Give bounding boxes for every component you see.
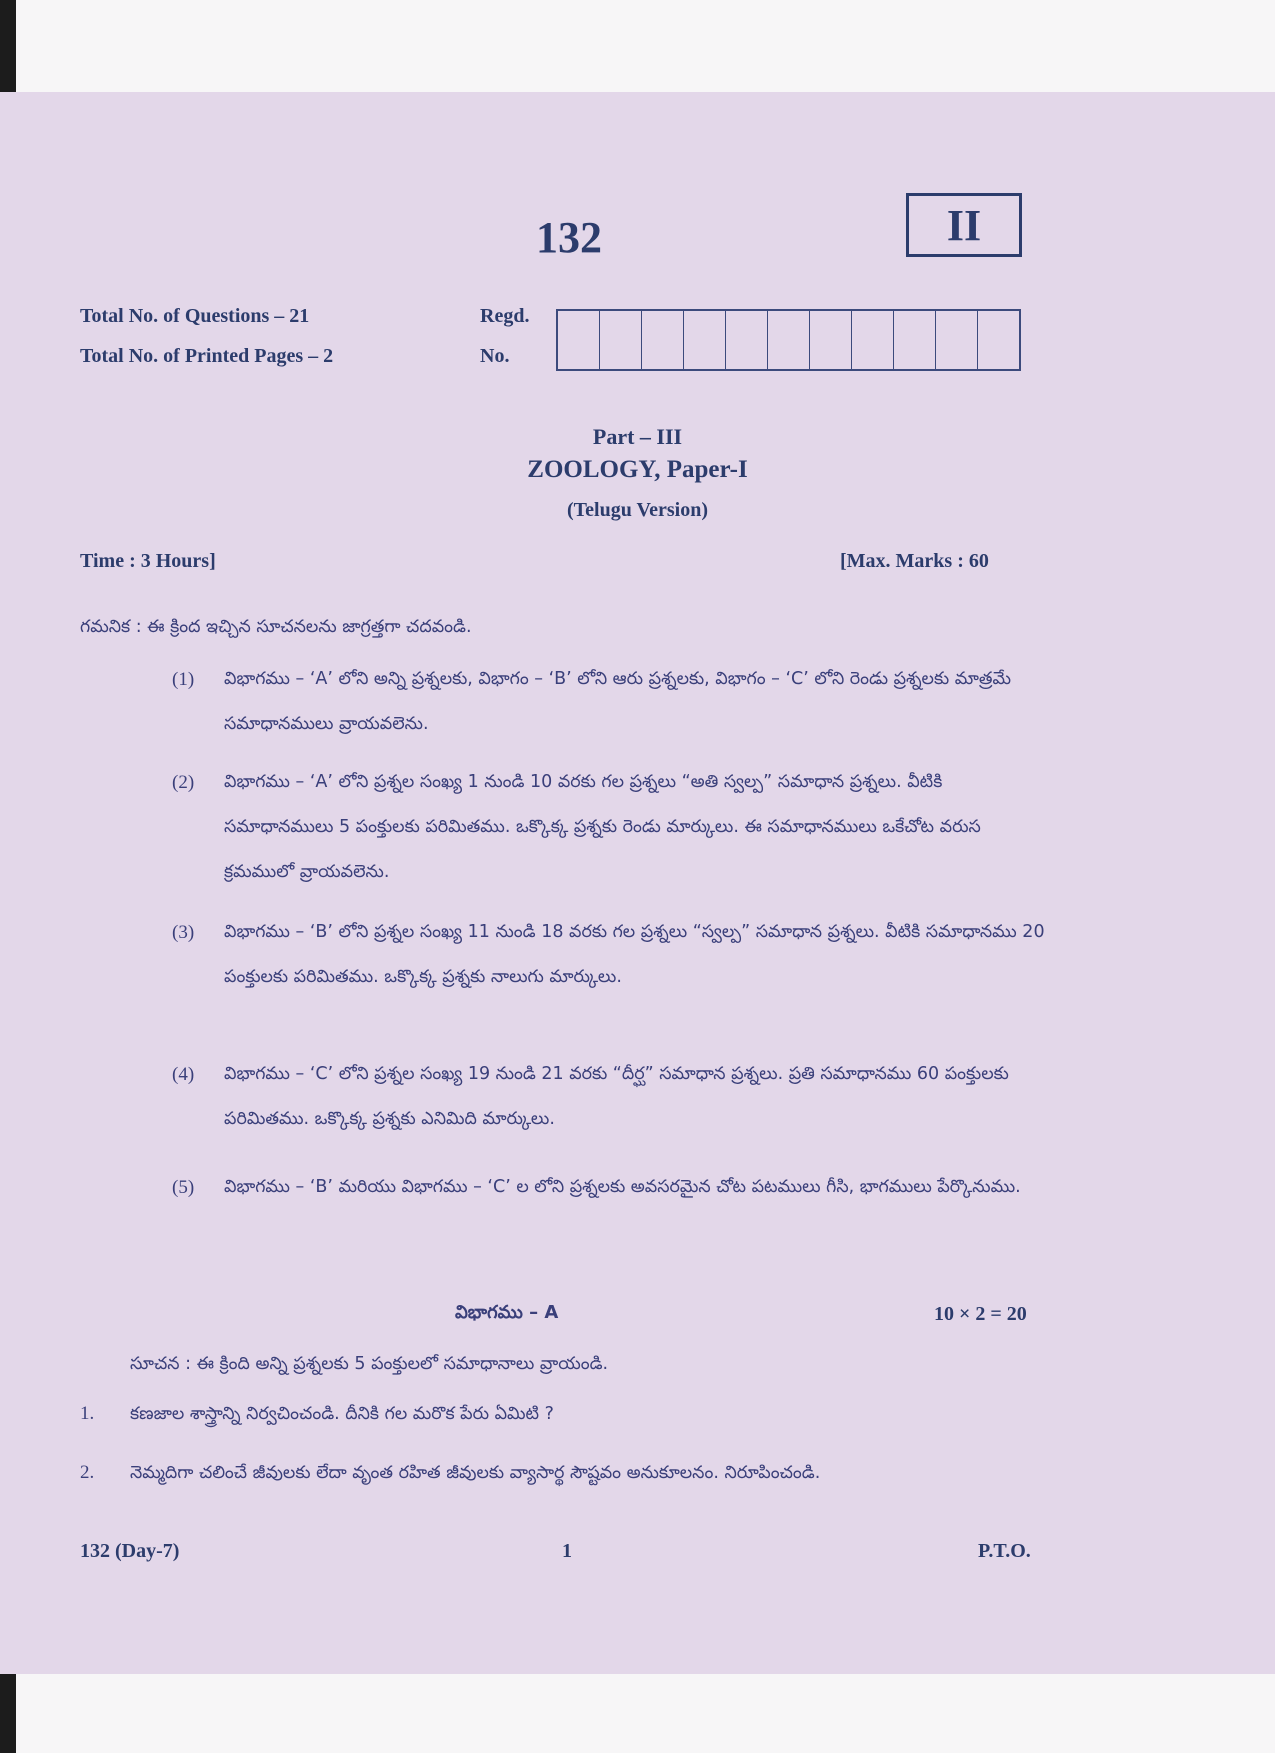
- version-heading: (Telugu Version): [567, 499, 708, 521]
- instruction-number: (3): [172, 922, 195, 943]
- regd-no-label: No.: [480, 345, 510, 367]
- section-instruction: సూచన : ఈ క్రింది అన్ని ప్రశ్నలకు 5 పంక్తులలో సమాధానాలు వ్రాయండి.: [130, 1354, 609, 1374]
- section-marks: 10 × 2 = 20: [934, 1303, 1027, 1325]
- note-heading: గమనిక : ఈ క్రింద ఇచ్చిన సూచనలను జాగ్రత్తగా చదవండి.: [80, 617, 472, 637]
- instruction-4: [172, 1052, 1054, 1142]
- instruction-text: విభాగము – ‘A’ లోని ప్రశ్నల సంఖ్య 1 నుండి 10 వరకు గల ప్రశ్నలు “అతి స్వల్ప” సమాధాన ప్రశ్నలు. వీటికి సమాధానములు 5 పంక్తులకు పరిమితము. ఒక్కొక్క ప్రశ్నకు రెండు మార్కులు. ఈ సమాధానములు ఒకేచోట వరుస క్రమములో వ్రాయవలెను.: [224, 772, 981, 882]
- instruction-text: విభాగము – ‘C’ లోని ప్రశ్నల సంఖ్య 19 నుండి 21 వరకు “దీర్ఘ” సమాధాన ప్రశ్నలు. ప్రతి సమాధానము 60 పంక్తులకు పరిమితము. ఒక్కొక్క ప్రశ్నకు ఎనిమిది మార్కులు.: [224, 1064, 1009, 1129]
- instruction-number: (4): [172, 1064, 195, 1085]
- question-text: కణజాల శాస్త్రాన్ని నిర్వచించండి. దీనికి గల మరొక పేరు ఏమిటి ?: [130, 1404, 554, 1424]
- registration-number-boxes: [556, 309, 1021, 371]
- scan-margin-bottom: [16, 1674, 1275, 1753]
- total-pages: Total No. of Printed Pages – 2: [80, 345, 334, 367]
- instruction-3: [172, 910, 1054, 1045]
- time-allowed: Time : 3 Hours]: [80, 550, 216, 572]
- question-number: 1.: [80, 1403, 95, 1424]
- max-marks: [Max. Marks : 60: [840, 550, 989, 572]
- scan-margin-top: [16, 0, 1275, 92]
- instruction-5: [172, 1165, 1054, 1255]
- section-title: విభాగము – A: [455, 1302, 559, 1323]
- question-2: [80, 1462, 820, 1487]
- footer-pto: P.T.O.: [978, 1540, 1031, 1562]
- subject-heading: ZOOLOGY, Paper-I: [527, 456, 748, 483]
- footer-page-number: 1: [562, 1540, 572, 1562]
- instruction-text: విభాగము – ‘B’ లోని ప్రశ్నల సంఖ్య 11 నుండి 18 వరకు గల ప్రశ్నలు “స్వల్ప” సమాధాన ప్రశ్నలు. వీటికి సమాధానము 20 పంక్తులకు పరిమితము. ఒక్కొక్క ప్రశ్నకు నాలుగు మార్కులు.: [224, 922, 1045, 987]
- instruction-number: (2): [172, 772, 195, 793]
- instruction-text: విభాగము – ‘B’ మరియు విభాగము – ‘C’ ల లోని ప్రశ్నలకు అవసరమైన చోట పటములు గీసి, భాగములు పేర్కొనుము.: [224, 1177, 1021, 1197]
- instruction-number: (1): [172, 669, 195, 690]
- question-number: 2.: [80, 1462, 95, 1483]
- instruction-number: (5): [172, 1177, 195, 1198]
- total-questions: Total No. of Questions – 21: [80, 305, 310, 327]
- regd-label: Regd.: [480, 305, 530, 327]
- question-text: నెమ్మదిగా చలించే జీవులకు లేదా వృంత రహిత జీవులకు వ్యాసార్థ సౌష్టవం అనుకూలనం. నిరూపించండి.: [130, 1463, 821, 1483]
- footer-paper-code: 132 (Day-7): [80, 1540, 180, 1562]
- instruction-text: విభాగము – ‘A’ లోని అన్ని ప్రశ్నలకు, విభాగం – ‘B’ లోని ఆరు ప్రశ్నలకు, విభాగం – ‘C’ లోని రెండు ప్రశ్నలకు మాత్రమే సమాధానములు వ్రాయవలెను.: [224, 669, 1011, 734]
- paper-number-box: II: [906, 193, 1022, 257]
- instruction-2: [172, 760, 1054, 895]
- question-1: [80, 1403, 554, 1428]
- paper-code: 132: [536, 213, 602, 262]
- part-heading: Part – III: [592, 424, 683, 449]
- instruction-1: [172, 657, 1054, 747]
